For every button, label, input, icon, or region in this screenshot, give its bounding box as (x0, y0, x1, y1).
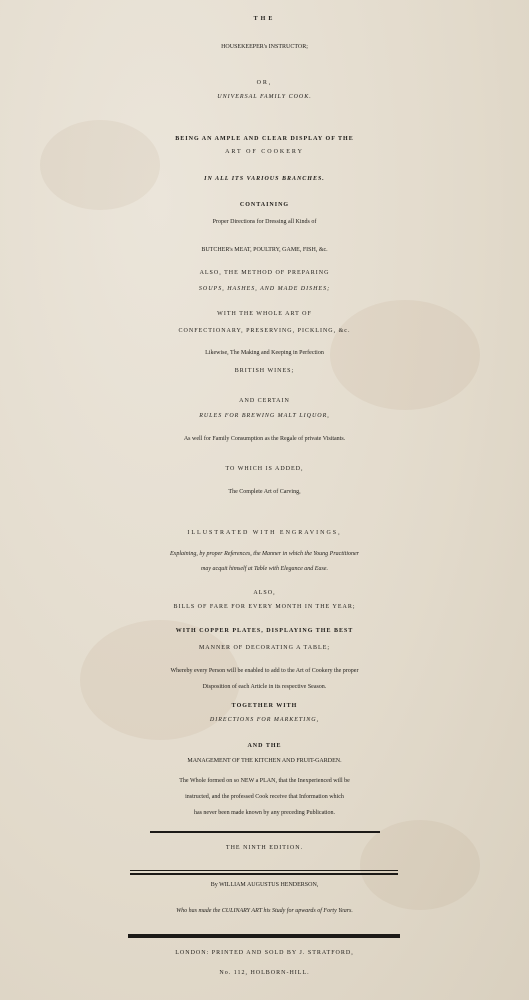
line-meats: BUTCHER's MEAT, POULTRY, GAME, FISH, &c. (201, 247, 328, 253)
line-whereby-1: Whereby every Person will be enabled to add to the Art of Cookery the proper (170, 668, 359, 674)
line-also: ALSO, (253, 590, 276, 596)
art-of-cookery: ART OF COOKERY (225, 149, 304, 155)
line-rules-brewing: RULES FOR BREWING MALT LIQUOR, (199, 413, 330, 419)
line-bills-of-fare: BILLS OF FARE FOR EVERY MONTH IN THE YEAR; (173, 604, 356, 610)
line-together-with: TOGETHER WITH (231, 703, 298, 709)
line-explaining-1: Explaining, by proper References, the Manner in which the Young Practitioner (170, 551, 359, 557)
line-containing: CONTAINING (239, 202, 290, 208)
line-as-well: As well for Family Consumption as the Regale of private Visitants. (183, 436, 346, 442)
proper-directions: Proper Directions for Dressing all Kinds of (212, 219, 317, 225)
line-whole-formed-2: instructed, and the professed Cook receive that Information which (185, 794, 344, 800)
line-illustrated: ILLUSTRATED WITH ENGRAVINGS, (187, 530, 342, 536)
line-british-wines: BRITISH WINES; (234, 368, 295, 374)
line-whole-formed-1: The Whole formed on so NEW a PLAN, that the Inexperienced will be (179, 778, 350, 784)
line-the: THE (253, 16, 276, 22)
line-author: By WILLIAM AUGUSTUS HENDERSON, (210, 882, 319, 888)
ornamental-rule (150, 831, 380, 833)
ornamental-rule (128, 934, 400, 938)
line-or: OR, (256, 80, 273, 86)
paper-stain (360, 820, 480, 910)
line-author-note: Who has made the CULINARY ART his Study for upwards of Forty Years. (176, 908, 353, 914)
line-and-the: AND THE (247, 743, 282, 749)
line-branches: IN ALL ITS VARIOUS BRANCHES. (204, 176, 325, 182)
line-to-which: TO WHICH IS ADDED, (225, 466, 304, 472)
line-confectionary: CONFECTIONARY, PRESERVING, PICKLING, &c. (178, 328, 351, 334)
line-whole-formed-3: has never been made known by any preceding Publication. (193, 810, 336, 816)
line-imprint-1: LONDON: PRINTED AND SOLD BY J. STRATFORD, (175, 950, 354, 956)
line-edition: THE NINTH EDITION. (225, 845, 304, 851)
subtitle: UNIVERSAL FAMILY COOK. (217, 94, 312, 100)
line-imprint-2: No. 112, HOLBORN-HILL. (219, 970, 310, 976)
main-title: HOUSEKEEPER's INSTRUCTOR; (221, 44, 308, 50)
line-directions-marketing: DIRECTIONS FOR MARKETING, (209, 717, 320, 723)
line-also-method: ALSO, THE METHOD OF PREPARING (199, 270, 330, 276)
line-kitchen-garden: MANAGEMENT OF THE KITCHEN AND FRUIT-GARDEN. (187, 758, 342, 764)
line-explaining-2: may acquit himself at Table with Elegance and Ease. (201, 566, 328, 572)
line-being: BEING AN AMPLE AND CLEAR DISPLAY OF THE (175, 136, 354, 142)
line-whole-art: WITH THE WHOLE ART OF (217, 311, 312, 317)
line-likewise: Likewise, The Making and Keeping in Perfection (205, 350, 324, 356)
line-and-certain: AND CERTAIN (239, 398, 290, 404)
line-copper-plates: WITH COPPER PLATES, DISPLAYING THE BEST (175, 628, 354, 634)
line-soups: SOUPS, HASHES, AND MADE DISHES; (198, 286, 331, 292)
line-whereby-2: Disposition of each Article in its respective Season. (202, 684, 327, 690)
ornamental-rule (130, 870, 398, 871)
complete-art-of-carving: The Complete Art of Carving, (228, 489, 301, 495)
ornamental-rule (130, 873, 398, 875)
line-manner-table: MANNER OF DECORATING A TABLE; (198, 645, 331, 651)
paper-stain (40, 120, 160, 210)
